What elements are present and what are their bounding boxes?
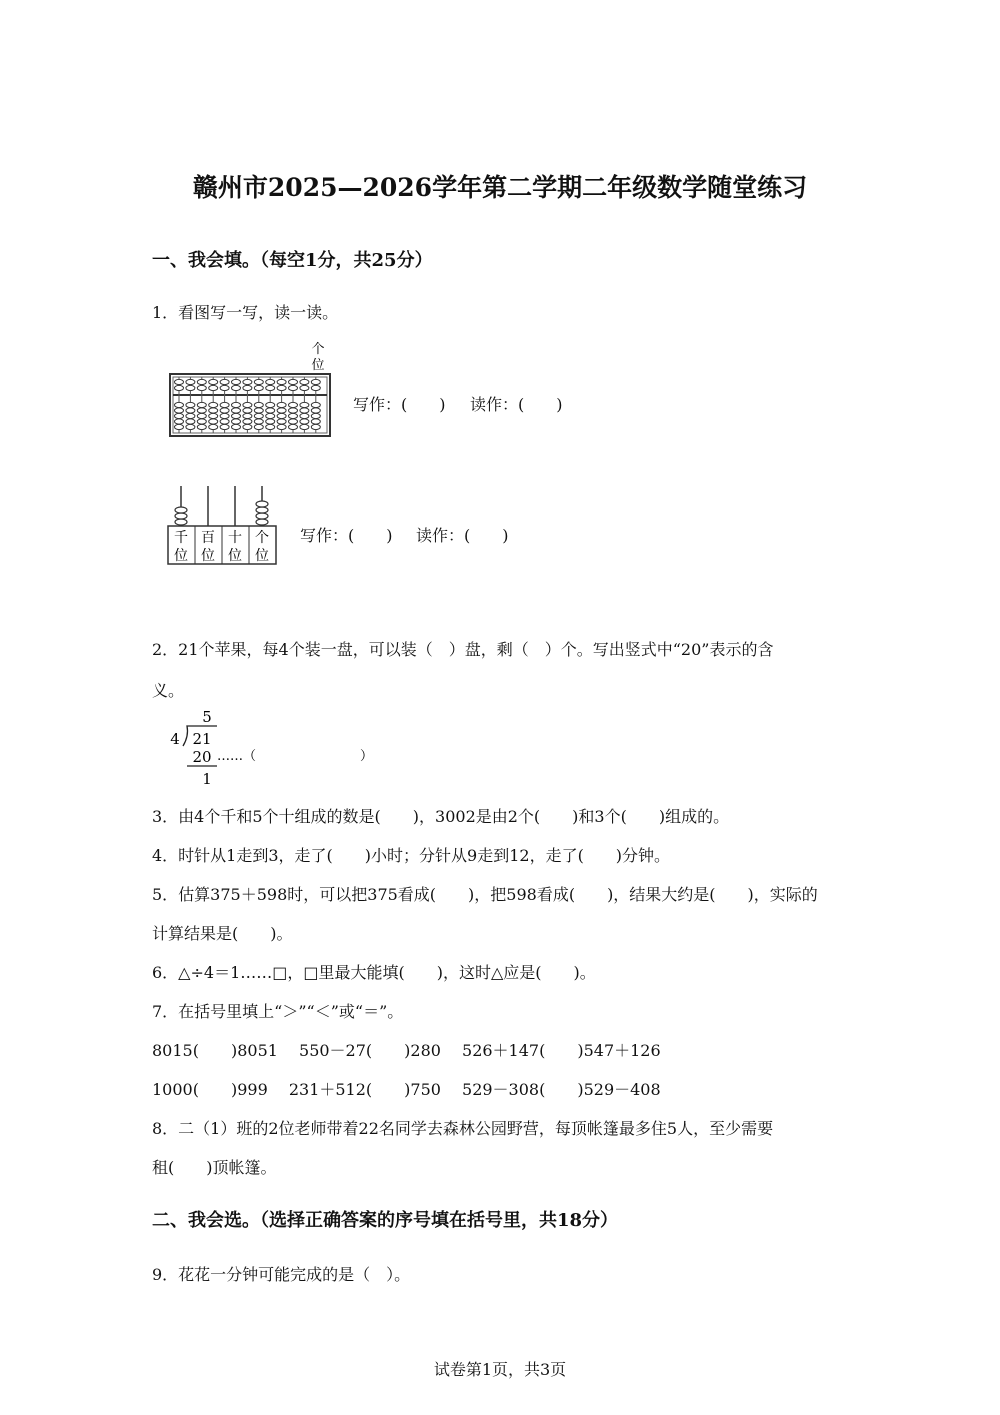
abacus-bead xyxy=(197,413,206,418)
place-suffix: 位 xyxy=(201,548,215,564)
question-7-row-2: 1000( )999 231＋512( )750 529－308( )529－408 xyxy=(152,1080,661,1099)
abacus-bead xyxy=(300,385,309,390)
counting-frame-bead xyxy=(256,507,268,513)
question-5-line-1: 5．估算375＋598时，可以把375看成( )，把598看成( )，结果大约是( )，实际的 xyxy=(152,885,818,904)
abacus-bead xyxy=(243,419,252,424)
abacus-bead xyxy=(277,413,286,418)
abacus-bead xyxy=(277,385,286,390)
abacus-bead xyxy=(266,385,275,390)
question-9: 9．花花一分钟可能完成的是（ ）。 xyxy=(152,1265,411,1284)
place-tens: 十 xyxy=(228,530,242,546)
abacus-bead xyxy=(175,408,184,413)
abacus-bead xyxy=(220,424,229,429)
abacus-bead xyxy=(186,408,195,413)
abacus-bead xyxy=(289,408,298,413)
section-1-heading: 一、我会填。（每空1分，共25分） xyxy=(152,250,433,271)
write-label-1: 写作：( ) xyxy=(353,395,446,414)
abacus-bead xyxy=(300,402,309,407)
abacus-bead xyxy=(232,424,241,429)
abacus-bead xyxy=(277,408,286,413)
place-suffix: 位 xyxy=(228,548,242,564)
counting-frame-bead xyxy=(256,513,268,519)
question-8-line-1: 8．二（1）班的2位老师带着22名同学去森林公园野营，每顶帐篷最多住5人，至少需要 xyxy=(152,1119,774,1138)
question-8-line-2: 租( )顶帐篷。 xyxy=(152,1158,277,1177)
abacus-bead xyxy=(311,424,320,429)
abacus-bead xyxy=(209,402,218,407)
abacus-bead xyxy=(232,419,241,424)
abacus-bead xyxy=(175,413,184,418)
division-product: 20 xyxy=(192,748,212,766)
abacus-bead xyxy=(266,419,275,424)
abacus-bead xyxy=(220,379,229,384)
counting-frame-figure xyxy=(165,484,280,568)
abacus-bead xyxy=(232,408,241,413)
abacus-bead xyxy=(232,379,241,384)
place-hundreds: 百 xyxy=(201,530,215,546)
abacus-ones-label-1: 个 xyxy=(311,342,325,357)
abacus-bead xyxy=(243,402,252,407)
abacus-bead xyxy=(254,413,263,418)
abacus-bead xyxy=(209,413,218,418)
abacus-bead xyxy=(311,402,320,407)
abacus-bead xyxy=(254,385,263,390)
abacus-bead xyxy=(300,419,309,424)
abacus-bead xyxy=(289,413,298,418)
question-2-line-2: 义。 xyxy=(152,681,185,700)
abacus-bead xyxy=(197,408,206,413)
division-dividend: 21 xyxy=(192,730,212,748)
abacus-bead xyxy=(220,419,229,424)
abacus-bead xyxy=(209,419,218,424)
abacus-bead xyxy=(209,424,218,429)
abacus-bead xyxy=(186,424,195,429)
abacus-bead xyxy=(266,424,275,429)
abacus-bead xyxy=(175,419,184,424)
abacus-bead xyxy=(197,402,206,407)
abacus-bead xyxy=(300,413,309,418)
abacus-bead xyxy=(243,379,252,384)
abacus-bead xyxy=(243,385,252,390)
abacus-bead xyxy=(266,379,275,384)
abacus-bead xyxy=(289,385,298,390)
question-3: 3．由4个千和5个十组成的数是( )，3002是由2个( )和3个( )组成的。 xyxy=(152,807,730,826)
abacus-bead xyxy=(186,419,195,424)
abacus-bead xyxy=(175,385,184,390)
abacus-bead xyxy=(220,408,229,413)
counting-frame-bead xyxy=(175,519,187,525)
read-label-2: 读作：( ) xyxy=(416,526,509,545)
abacus-bead xyxy=(300,379,309,384)
question-7-row-1: 8015( )8051 550－27( )280 526＋147( )547＋126 xyxy=(152,1041,661,1060)
abacus-bead xyxy=(266,402,275,407)
division-remainder: 1 xyxy=(202,770,212,788)
counting-frame-bead xyxy=(256,519,268,525)
abacus-bead xyxy=(266,413,275,418)
abacus-bead xyxy=(209,379,218,384)
division-answer-blank: ……（ ） xyxy=(217,749,374,764)
question-6: 6．△÷4＝1……□，□里最大能填( )，这时△应是( )。 xyxy=(152,963,596,982)
abacus-bead xyxy=(209,385,218,390)
division-quotient: 5 xyxy=(202,708,212,726)
abacus-bead xyxy=(197,424,206,429)
abacus-bead xyxy=(289,419,298,424)
abacus-bead xyxy=(232,413,241,418)
abacus-bead xyxy=(300,408,309,413)
abacus-bead xyxy=(220,385,229,390)
abacus-bead xyxy=(289,424,298,429)
abacus-bead xyxy=(254,402,263,407)
abacus-bead xyxy=(277,402,286,407)
abacus-bead xyxy=(175,379,184,384)
abacus-bead xyxy=(186,385,195,390)
abacus-bead xyxy=(277,379,286,384)
abacus-bead xyxy=(277,424,286,429)
abacus-bead xyxy=(197,385,206,390)
place-suffix: 位 xyxy=(255,548,269,564)
question-4: 4．时针从1走到3，走了( )小时；分针从9走到12，走了( )分钟。 xyxy=(152,846,671,865)
abacus-bead xyxy=(289,402,298,407)
abacus-bead xyxy=(311,385,320,390)
abacus-bead xyxy=(186,402,195,407)
abacus-bead xyxy=(186,413,195,418)
page-title: 赣州市2025—2026学年第二学期二年级数学随堂练习 xyxy=(192,173,808,202)
abacus-bead xyxy=(243,424,252,429)
abacus-bead xyxy=(277,419,286,424)
abacus-bead xyxy=(289,379,298,384)
long-division-figure xyxy=(165,706,395,788)
abacus-bead xyxy=(220,402,229,407)
section-2-heading: 二、我会选。（选择正确答案的序号填在括号里，共18分） xyxy=(152,1210,619,1231)
abacus-bead xyxy=(311,413,320,418)
abacus-ones-label-2: 位 xyxy=(311,358,325,373)
question-2-line-1: 2．21个苹果，每4个装一盘，可以装（ ）盘，剩（ ）个。写出竖式中“20”表示的含 xyxy=(152,640,774,659)
page-footer: 试卷第1页，共3页 xyxy=(433,1360,567,1379)
abacus-bead xyxy=(243,413,252,418)
question-5-line-2: 计算结果是( )。 xyxy=(152,924,293,943)
question-1: 1．看图写一写，读一读。 xyxy=(152,303,339,322)
abacus-bead xyxy=(311,419,320,424)
question-7: 7．在括号里填上“＞”“＜”或“＝”。 xyxy=(152,1002,404,1021)
division-divisor: 4 xyxy=(170,730,180,748)
abacus-bead xyxy=(209,408,218,413)
abacus-bead xyxy=(266,408,275,413)
abacus-bead xyxy=(175,402,184,407)
abacus-bead xyxy=(254,379,263,384)
place-thousands: 千 xyxy=(174,530,188,546)
abacus-bead xyxy=(197,419,206,424)
abacus-bead xyxy=(311,408,320,413)
abacus-bead xyxy=(232,385,241,390)
abacus-bead xyxy=(254,408,263,413)
counting-frame-bead xyxy=(256,501,268,507)
abacus-bead xyxy=(175,424,184,429)
counting-frame-bead xyxy=(175,507,187,513)
abacus-bead xyxy=(300,424,309,429)
counting-frame-bead xyxy=(175,513,187,519)
write-label-2: 写作：( ) xyxy=(300,526,393,545)
abacus-bead xyxy=(197,379,206,384)
place-suffix: 位 xyxy=(174,548,188,564)
abacus-bead xyxy=(232,402,241,407)
abacus-bead xyxy=(243,408,252,413)
abacus-bead xyxy=(186,379,195,384)
abacus-bead xyxy=(311,379,320,384)
read-label-1: 读作：( ) xyxy=(470,395,563,414)
abacus-figure xyxy=(165,338,337,440)
abacus-bead xyxy=(254,419,263,424)
place-ones: 个 xyxy=(255,530,269,546)
abacus-bead xyxy=(254,424,263,429)
abacus-bead xyxy=(220,413,229,418)
